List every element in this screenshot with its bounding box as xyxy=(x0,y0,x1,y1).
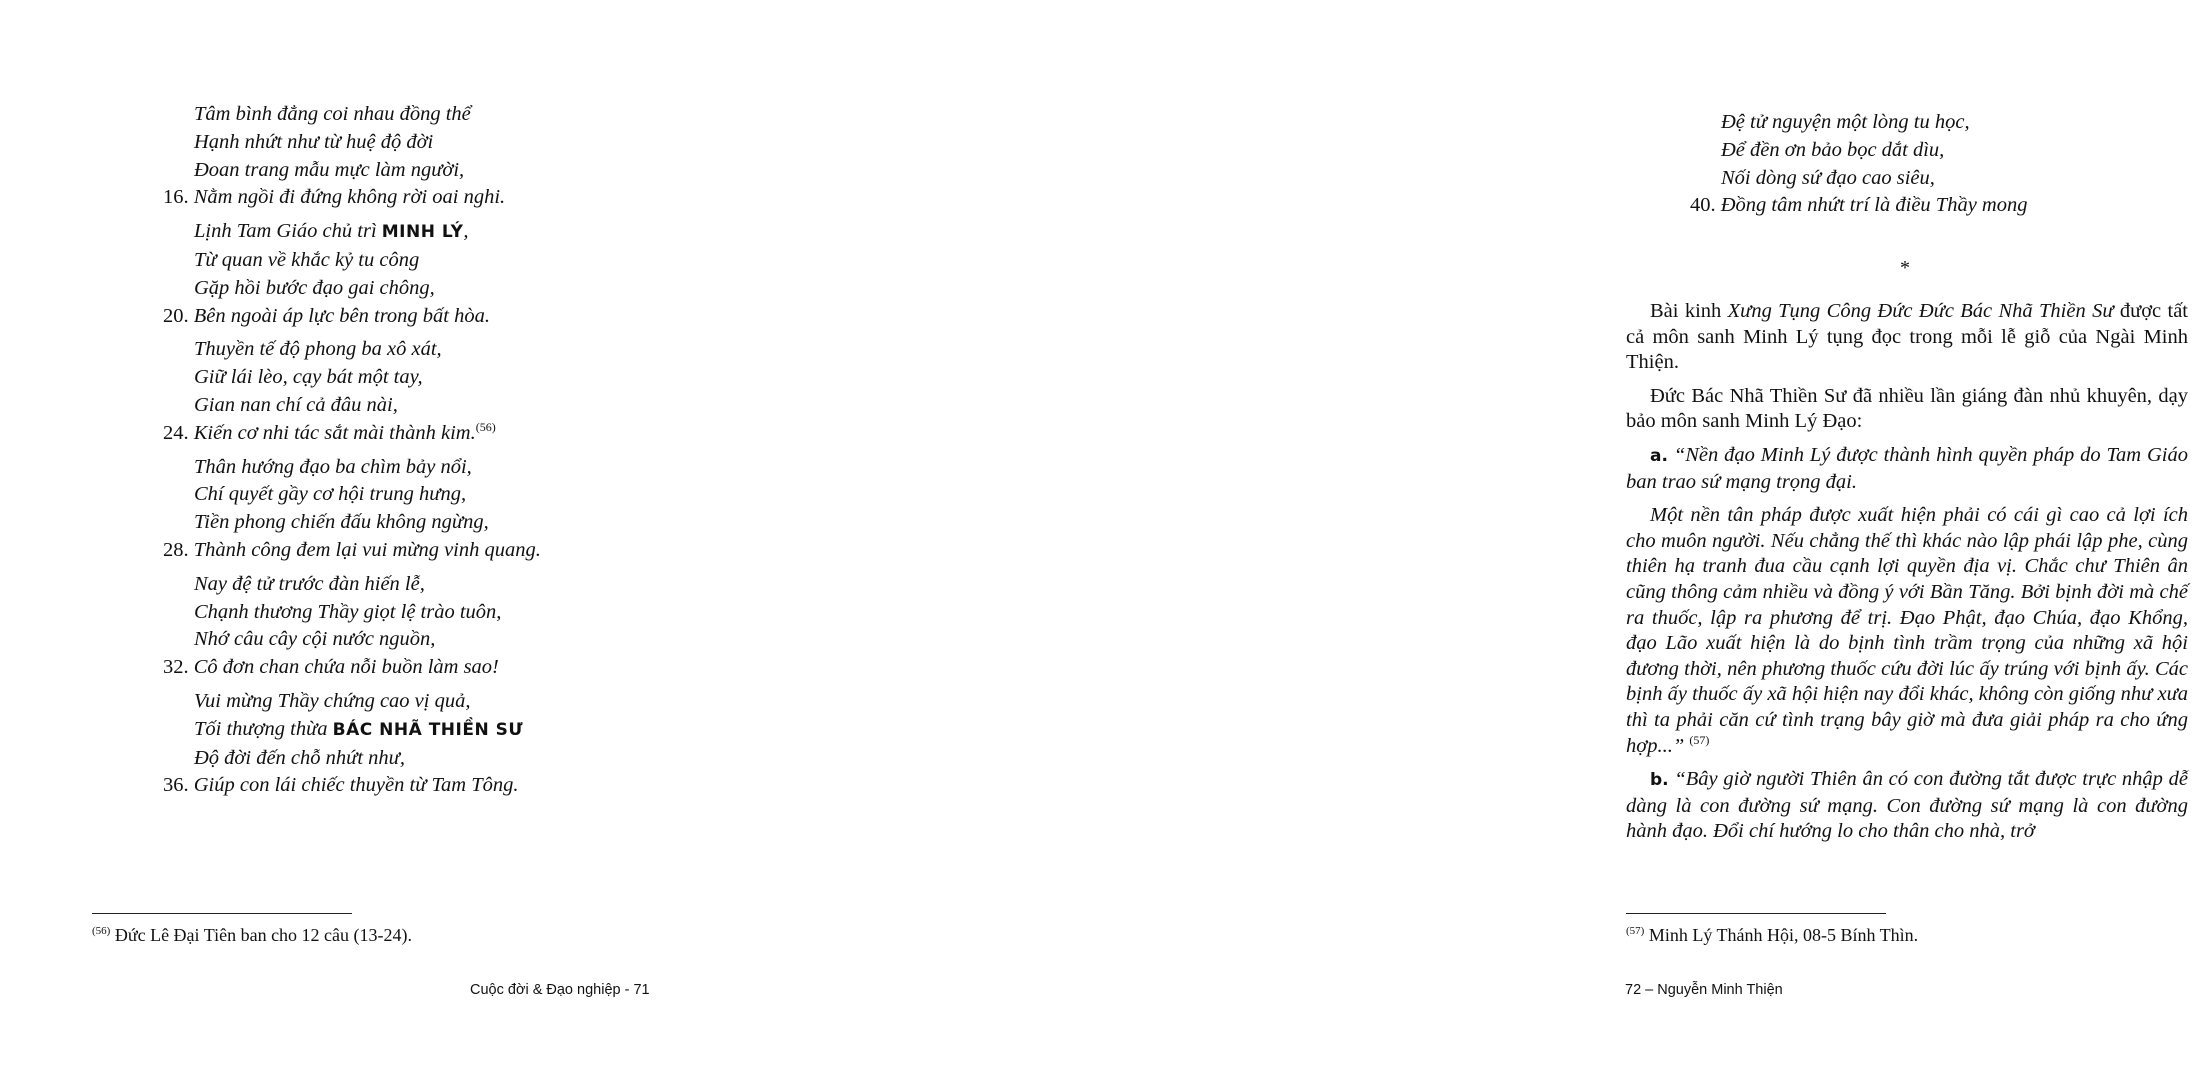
verse-text: Độ đời đến chỗ nhứt như, xyxy=(194,746,405,769)
verse-line xyxy=(163,129,723,157)
stanza xyxy=(163,336,723,447)
verse-text: Để đền ơn bảo bọc dắt dìu, xyxy=(1721,138,1945,161)
verse-emphasis: MINH LÝ xyxy=(381,222,464,243)
verse-line xyxy=(163,157,723,185)
verse-text: Bên ngoài áp lực bên trong bất hòa. xyxy=(193,304,490,327)
footnote-mark: (57) xyxy=(1626,925,1645,937)
verse-line xyxy=(163,247,723,275)
verse-line xyxy=(1690,109,2210,137)
verse-text: Chí quyết gầy cơ hội trung hưng, xyxy=(194,483,467,506)
intro-post: được tất cả môn sanh Minh Lý tụng đọc trong mỗi lễ giỗ của Ngài Minh Thiện. xyxy=(1626,300,2188,374)
stanza xyxy=(1690,109,2210,220)
verse-text: Từ quan về khắc kỷ tu công xyxy=(194,248,420,271)
verse-line xyxy=(163,420,723,448)
footnote-57 xyxy=(1626,925,1918,946)
verse-line xyxy=(163,481,723,509)
verse-line xyxy=(163,772,723,800)
verse-line xyxy=(163,626,723,654)
stanza xyxy=(163,688,723,800)
verse-text: Thuyền tế độ phong ba xô xát, xyxy=(194,338,442,361)
quote-a-text: “Nền đạo Minh Lý được thành hình quyền pháp do Tam Giáo ban trao sứ mạng trọng đại. xyxy=(1626,443,2188,493)
verse-text: Tâm bình đẳng coi nhau đồng thể xyxy=(194,103,471,125)
quote-a2-text: Một nền tân pháp được xuất hiện phải có cái gì cao cả lợi ích cho muôn người. Nếu chẳng thế thì khác nào lập phái lập phe, cùng thiên hạ tranh đua cầu cạnh lợi quyền địa vị. Chắc chư Thiên ân cũng thông cảm nhiều và đồng ý với Bần Tăng. Bởi bịnh đời mà chế ra thuốc, lập ra phương để trị. Đạo Phật, đạo Chúa, đạo Khổng, đạo Lão xuất hiện là do bịnh tình trầm trọng của những xã hội đương thời, nên phương thuốc cứu đời lúc ấy trúng với bịnh ấy. Các bịnh ấy thuốc ấy xã hội hiện nay đổi khác, không còn giống như xưa thì ta phải căn cứ tình trạng bây giờ mà đưa giải pháp ra cho ứng hợp...” xyxy=(1626,504,2188,757)
quote-a xyxy=(1626,443,2188,495)
verse-text: Giúp con lái chiếc thuyền từ Tam Tông. xyxy=(193,774,519,797)
verse-line xyxy=(163,716,723,745)
stanza xyxy=(163,571,723,682)
verse-line xyxy=(163,599,723,627)
footnote-mark: (56) xyxy=(92,925,111,937)
verse-line xyxy=(163,184,723,212)
verse-text: Hạnh nhứt như từ huệ độ đời xyxy=(194,130,434,153)
body-text xyxy=(1626,299,2188,853)
verse-number: 32. xyxy=(163,656,189,679)
verse-number: 24. xyxy=(163,421,189,444)
poem-verses-left xyxy=(163,101,723,806)
verse-line xyxy=(163,654,723,682)
verse-text: Đồng tâm nhứt trí là điều Thầy mong xyxy=(1720,194,2028,217)
verse-text: Gặp hồi bước đạo gai chông, xyxy=(194,276,435,299)
verse-text: Nhớ câu cây cội nước nguồn, xyxy=(194,628,436,651)
quote-a-continued xyxy=(1626,503,2188,759)
verse-text: Thân hướng đạo ba chìm bảy nổi, xyxy=(194,455,472,478)
sutra-title: Xưng Tụng Công Đức Đức Bác Nhã Thiền Sư xyxy=(1727,300,2114,322)
footnote-text: Minh Lý Thánh Hội, 08-5 Bính Thìn. xyxy=(1648,925,1919,945)
verse-text: Giữ lái lèo, cạy bát một tay, xyxy=(194,366,423,389)
footnote-ref-57: (57) xyxy=(1689,732,1710,747)
verse-line xyxy=(163,275,723,303)
intro-pre: Bài kinh xyxy=(1650,300,1728,322)
verse-number: 20. xyxy=(163,304,189,327)
verse-text: Nay đệ tử trước đàn hiến lễ, xyxy=(194,572,425,595)
verse-line xyxy=(163,336,723,364)
poem-verses-right xyxy=(1690,109,2210,226)
verse-text: Tối thượng thừa xyxy=(194,717,328,740)
verse-punct: , xyxy=(463,220,469,243)
footnote-56 xyxy=(92,925,412,946)
verse-text: Đoan trang mẫu mực làm người, xyxy=(194,158,465,181)
page-number-left: Cuộc đời & Đạo nghiệp - 71 xyxy=(470,982,650,998)
page-number-right: 72 – Nguyễn Minh Thiện xyxy=(1625,982,1783,998)
verse-number: 36. xyxy=(163,774,189,797)
section-separator: * xyxy=(1900,257,1910,279)
verse-line xyxy=(163,537,723,565)
verse-number: 40. xyxy=(1690,194,1716,217)
verse-text: Cô đơn chan chứa nỗi buồn làm sao! xyxy=(193,656,499,679)
stanza xyxy=(163,218,723,330)
verse-text: Gian nan chí cả đâu nài, xyxy=(194,393,398,416)
verse-line xyxy=(163,688,723,716)
quote-a-label: a. xyxy=(1650,445,1668,466)
verse-line xyxy=(1690,137,2210,165)
footnote-text: Đức Lê Đại Tiên ban cho 12 câu (13-24). xyxy=(114,925,413,945)
verse-text: Nằm ngồi đi đứng không rời oai nghi. xyxy=(193,186,506,209)
left-page xyxy=(0,0,760,1075)
stanza xyxy=(163,101,723,212)
footnote-divider xyxy=(92,913,352,914)
verse-emphasis: BÁC NHÃ THIỀN SƯ xyxy=(332,719,524,740)
footnote-divider xyxy=(1626,913,1886,914)
verse-number: 16. xyxy=(163,186,189,209)
verse-text: Lịnh Tam Giáo chủ trì xyxy=(194,220,377,243)
quote-b-label: b. xyxy=(1650,770,1669,791)
quote-b-text: “Bây giờ người Thiên ân có con đường tắt được trực nhập dễ dàng là con đường sứ mạng. Con đường sứ mạng là con đường hành đạo. Đổi chí hướng lo cho thân cho nhà, trở xyxy=(1626,768,2189,843)
right-page xyxy=(760,0,2189,1075)
verse-line xyxy=(163,571,723,599)
verse-line xyxy=(163,392,723,420)
verse-line xyxy=(163,101,723,129)
verse-line xyxy=(163,364,723,392)
verse-text: Chạnh thương Thầy giọt lệ trào tuôn, xyxy=(194,600,502,623)
verse-text: Vui mừng Thầy chứng cao vị quả, xyxy=(194,689,471,712)
verse-text: Thành công đem lại vui mừng vinh quang. xyxy=(193,538,541,561)
footnote-ref: (56) xyxy=(475,419,496,434)
verse-line xyxy=(163,509,723,537)
verse-text: Kiến cơ nhi tác sắt mài thành kim. xyxy=(193,421,476,444)
verse-text: Đệ tử nguyện một lòng tu học, xyxy=(1721,111,1970,133)
verse-line xyxy=(163,303,723,331)
verse-line xyxy=(1690,165,2210,193)
paragraph-teaching: Đức Bác Nhã Thiền Sư đã nhiều lần giáng đàn nhủ khuyên, dạy bảo môn sanh Minh Lý Đạo: xyxy=(1626,384,2188,433)
verse-number: 28. xyxy=(163,538,189,561)
stanza xyxy=(163,454,723,565)
verse-text: Nối dòng sứ đạo cao siêu, xyxy=(1721,166,1935,189)
verse-line xyxy=(163,454,723,482)
verse-text: Tiền phong chiến đấu không ngừng, xyxy=(194,511,489,534)
verse-line xyxy=(163,745,723,773)
quote-b xyxy=(1626,767,2188,845)
verse-line xyxy=(1690,192,2210,220)
verse-line xyxy=(163,218,723,247)
paragraph-intro xyxy=(1626,299,2188,376)
